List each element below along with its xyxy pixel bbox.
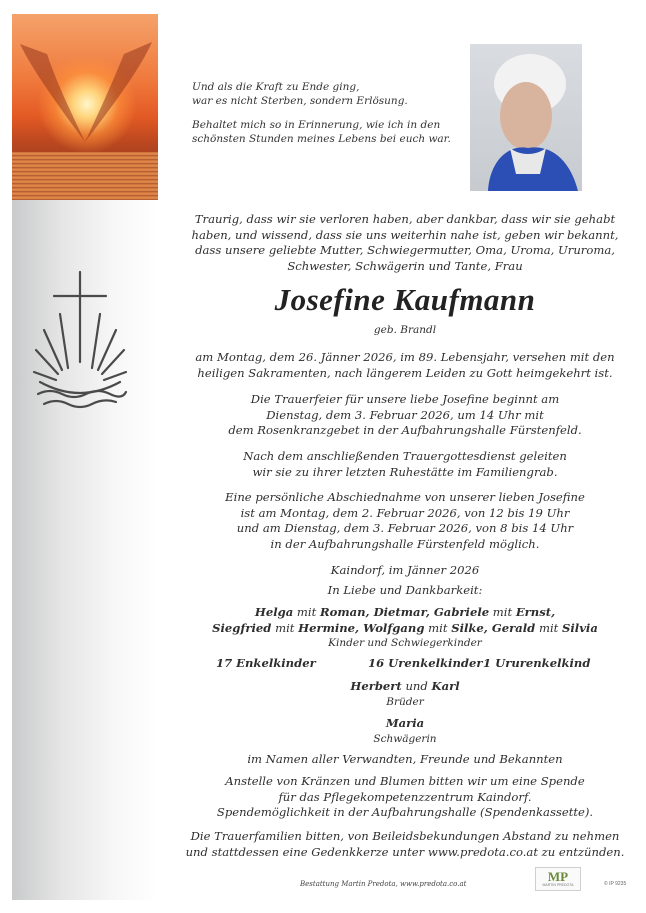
death-notice-line: heiligen Sakramenten, nach längerem Leiden zu Gott heimgekehrt ist. xyxy=(197,365,613,380)
place-date xyxy=(168,563,642,579)
undertaker-credit: Bestattung Martin Predota, www.predota.co.at xyxy=(300,880,467,888)
cross-ship-sun-emblem xyxy=(32,270,132,419)
farewell-line: ist am Montag, dem 2. Februar 2026, von 12 bis 19 Uhr xyxy=(240,505,570,520)
intro-line: Traurig, dass wir sie verloren haben, aber dankbar, dass wir sie gehabt xyxy=(194,212,616,226)
ceremony-line: Dienstag, dem 3. Februar 2026, um 14 Uhr mit xyxy=(266,407,544,422)
intro-line: Schwester, Schwägerin und Tante, Frau xyxy=(287,258,523,273)
brothers xyxy=(168,679,642,710)
family-member-name: Helga xyxy=(254,605,294,619)
love-line-text: In Liebe und Dankbarkeit: xyxy=(327,583,483,597)
brothers-and: und xyxy=(401,679,432,693)
great-grandchildren-count: 16 Urenkelkinder xyxy=(368,656,483,670)
condolence-line: und stattdessen eine Gedenkkerze unter www.predota.co.at zu entzünden. xyxy=(185,844,625,859)
children-line-1 xyxy=(168,605,642,621)
connector-text: mit xyxy=(535,620,563,635)
death-notice xyxy=(168,350,642,381)
logo-text: MARTIN PREDOTA xyxy=(542,883,574,887)
connector-text: mit xyxy=(293,605,320,619)
burial-line: Nach dem anschließenden Trauergottesdienst geleiten xyxy=(243,449,567,463)
burial-info xyxy=(168,449,642,480)
intro-text xyxy=(168,212,642,274)
connector-text: mit xyxy=(424,620,452,635)
sister-in-law xyxy=(168,716,642,747)
family-member-name: Hermine, Wolfgang xyxy=(298,620,425,635)
quote-line: Behaltet mich so in Erinnerung, wie ich in den xyxy=(192,119,441,131)
birth-name xyxy=(168,323,642,339)
quote-line: war es nicht Sterben, sondern Erlösung. xyxy=(192,95,408,107)
farewell-line: Eine persönliche Abschiednahme von unserer lieben Josefine xyxy=(225,490,585,504)
burial-line: wir sie zu ihrer letzten Ruhestätte im Familiengrab. xyxy=(252,464,558,479)
logo-mark: MP xyxy=(547,869,569,884)
family-member-name: Ernst, xyxy=(515,605,556,619)
donation-line: Anstelle von Kränzen und Blumen bitten wir um eine Spende xyxy=(225,774,585,788)
condolence-line: Die Trauerfamilien bitten, von Beileidsbekundungen Abstand zu nehmen xyxy=(190,829,620,843)
intro-line: dass unsere geliebte Mutter, Schwiegermutter, Oma, Uroma, Ururoma, xyxy=(195,243,615,258)
sunset-heart-hands-image xyxy=(12,14,158,200)
sister-in-law-name: Maria xyxy=(385,716,425,730)
ceremony-info xyxy=(168,392,642,439)
quote-line: Und als die Kraft zu Ende ging, xyxy=(192,81,360,93)
children-list xyxy=(168,605,642,652)
connector-text: mit xyxy=(489,605,516,619)
donation-line: Spendemöglichkeit in der Aufbahrungshalle (Spendenkassette). xyxy=(216,805,594,820)
brother-name: Karl xyxy=(431,679,460,693)
undertaker-logo xyxy=(535,867,581,891)
ceremony-line: Die Trauerfeier für unsere liebe Josefine beginnt am xyxy=(250,392,560,406)
brother-name: Herbert xyxy=(350,679,402,693)
condolence-request xyxy=(168,829,642,860)
farewell-line: und am Dienstag, dem 3. Februar 2026, von 8 bis 14 Uhr xyxy=(236,521,574,536)
ceremony-line: dem Rosenkranzgebet in der Aufbahrungshalle Fürstenfeld. xyxy=(228,423,582,438)
print-code: © IP 9235 xyxy=(604,881,627,887)
portrait-photo xyxy=(470,44,582,191)
donation-line: für das Pflegekompetenzzentrum Kaindorf. xyxy=(278,789,532,804)
opening-quote xyxy=(192,80,462,156)
place-date-text: Kaindorf, im Jänner 2026 xyxy=(330,563,480,577)
children-caption: Kinder und Schwiegerkinder xyxy=(328,637,482,650)
on-behalf xyxy=(168,752,642,768)
family-member-name: Silvia xyxy=(562,620,598,635)
family-member-name: Siegfried xyxy=(212,620,272,635)
death-notice-line: am Montag, dem 26. Jänner 2026, im 89. Lebensjahr, versehen mit den xyxy=(195,350,615,364)
love-line xyxy=(168,583,642,599)
great-great-grandchildren-count: 1 Ururenkelkind xyxy=(483,656,591,670)
family-member-name: Roman, Dietmar, Gabriele xyxy=(319,605,490,619)
connector-text: mit xyxy=(271,620,299,635)
descendants-counts xyxy=(168,656,642,674)
family-member-name: Silke, Gerald xyxy=(451,620,536,635)
sister-in-law-caption: Schwägerin xyxy=(373,732,437,745)
intro-line: haben, und wissend, dass sie uns weiterhin nahe ist, geben wir bekannt, xyxy=(191,227,619,242)
donation-request xyxy=(168,774,642,821)
deceased-name: Josefine Kaufmann xyxy=(274,282,536,317)
on-behalf-text: im Namen aller Verwandten, Freunde und Bekannten xyxy=(247,752,563,766)
farewell-line: in der Aufbahrungshalle Fürstenfeld möglich. xyxy=(270,536,540,551)
children-line-2 xyxy=(168,621,642,637)
quote-line: schönsten Stunden meines Lebens bei euch war. xyxy=(192,133,451,145)
birth-name-text: geb. Brandl xyxy=(373,324,437,336)
grandchildren-count: 17 Enkelkinder xyxy=(216,656,316,670)
farewell-info xyxy=(168,490,642,552)
brothers-caption: Brüder xyxy=(386,695,424,708)
